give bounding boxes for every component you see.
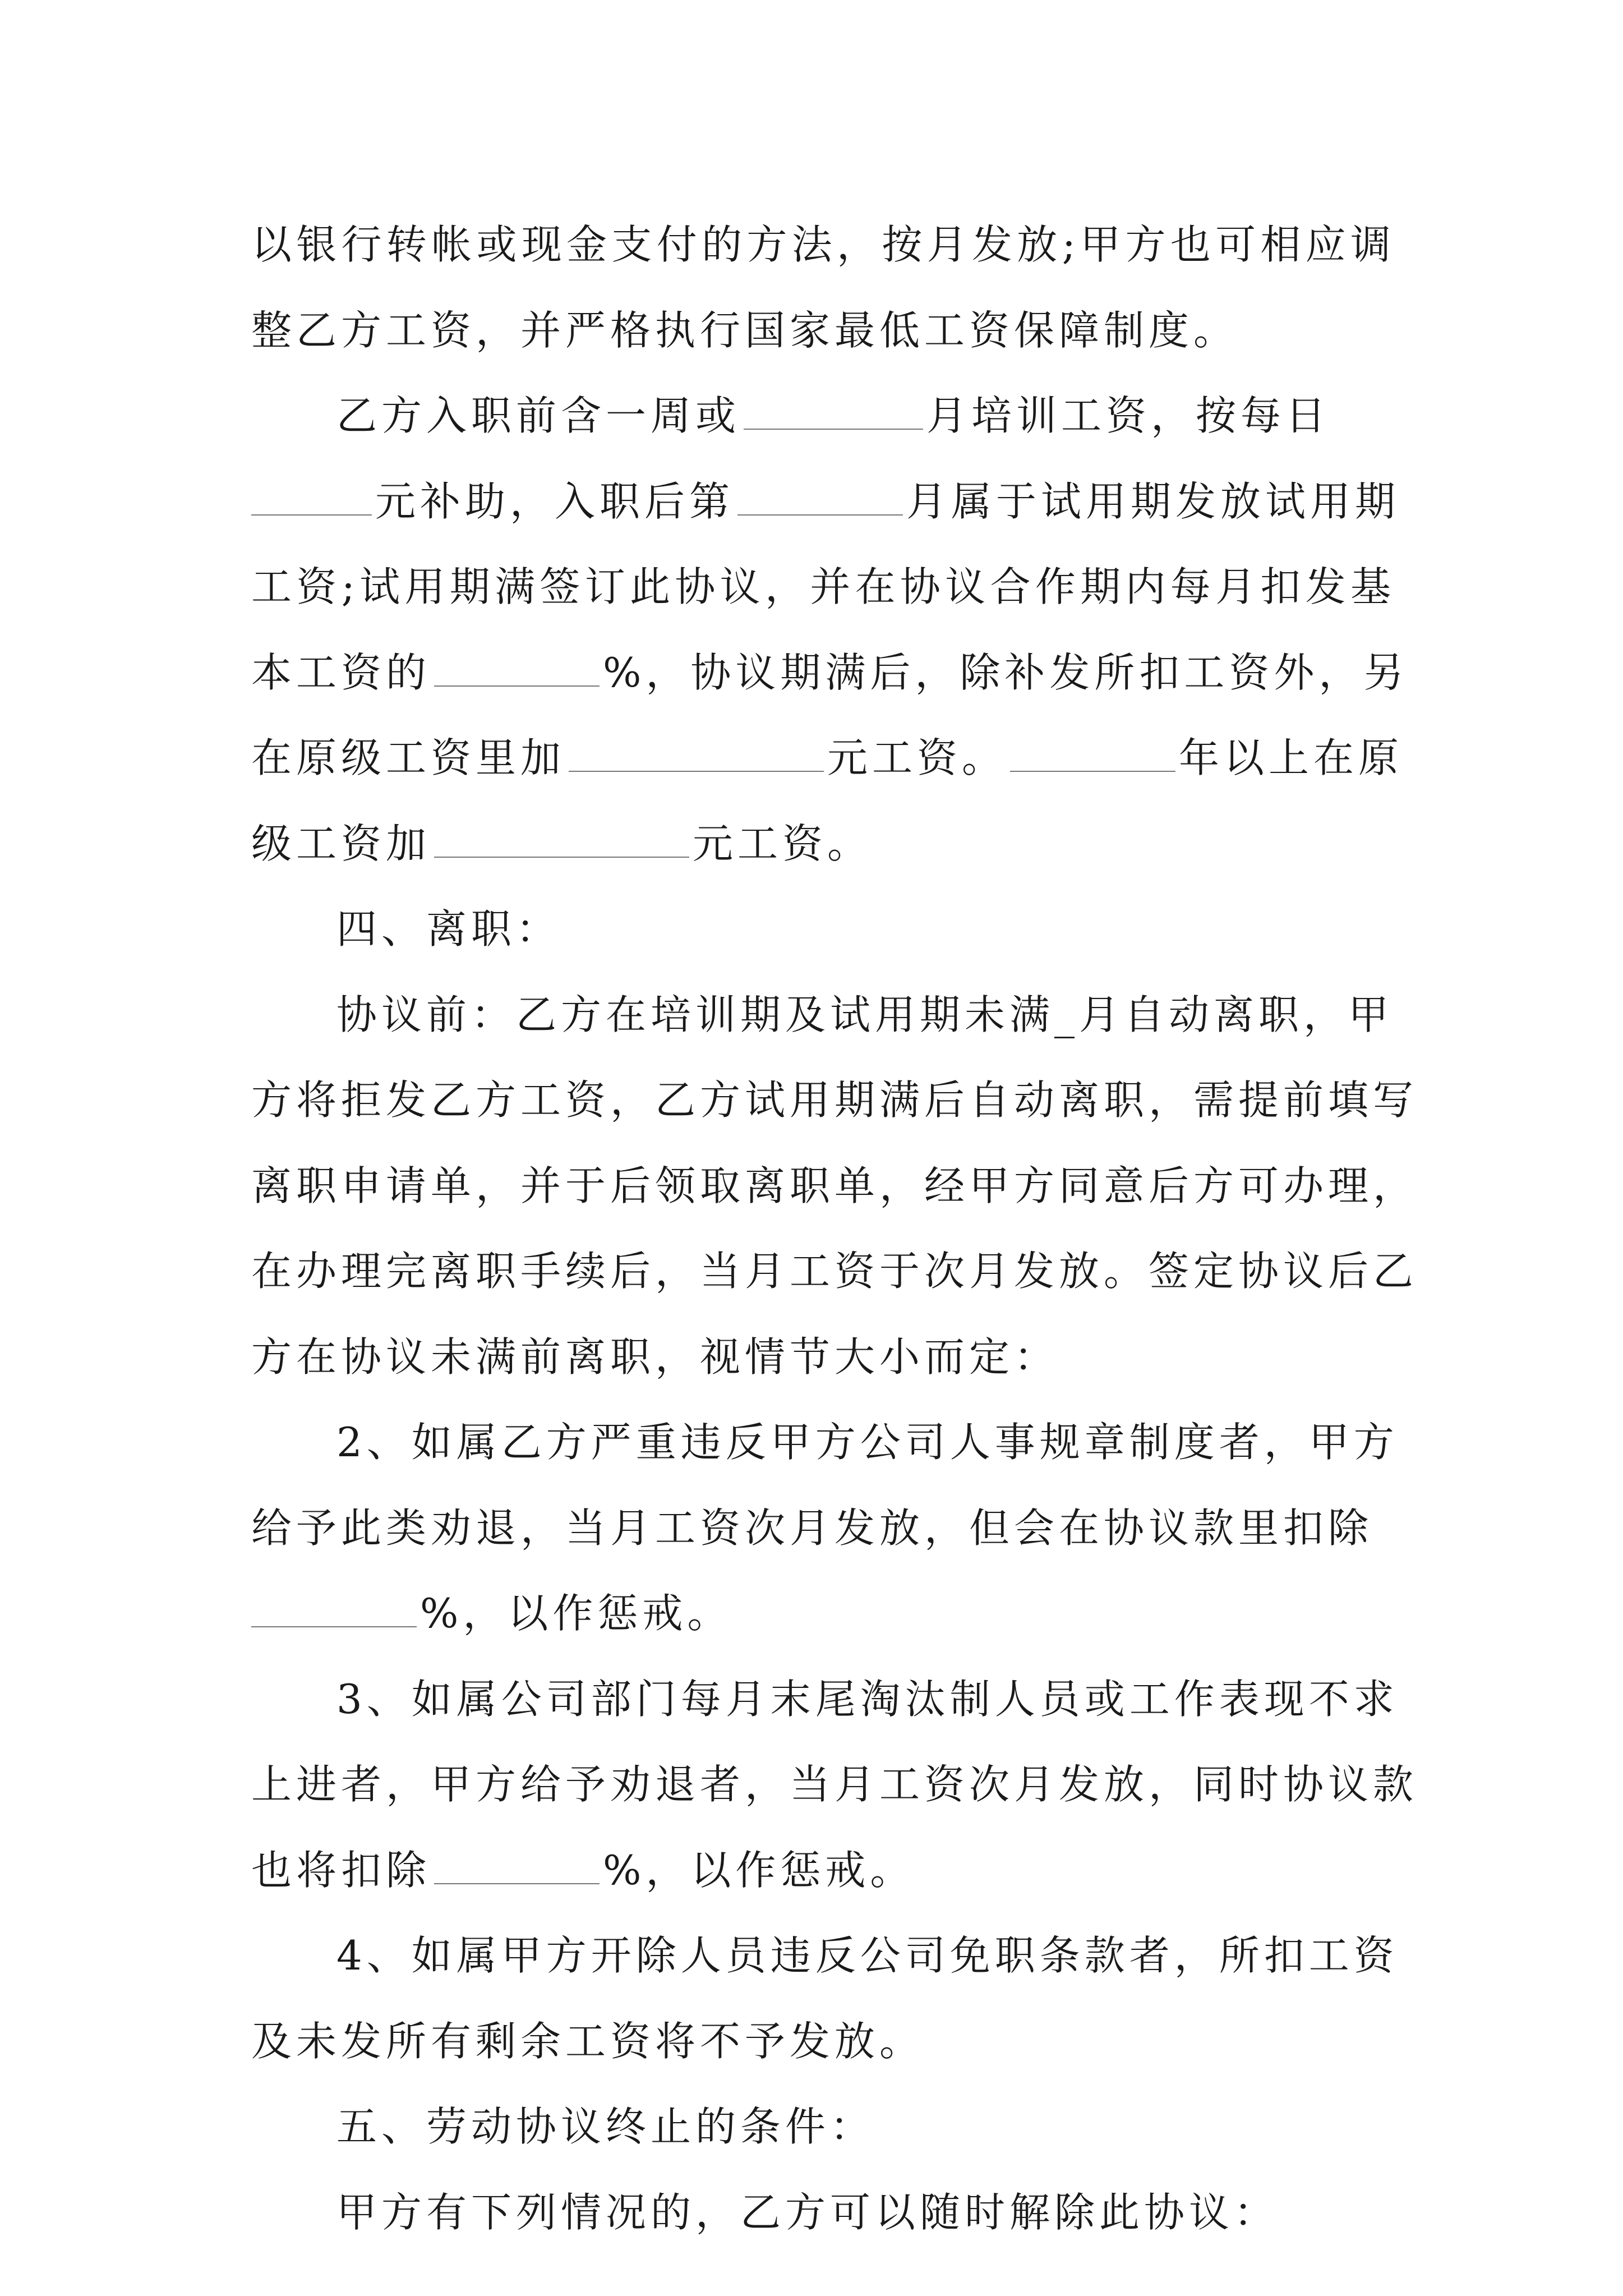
- document-body: [251, 202, 1418, 2255]
- text-span: 4、如属甲方开除人员违反公司免职条款者，所扣工资: [336, 1932, 1399, 1979]
- blank-field: [744, 404, 923, 430]
- text-line: [251, 1999, 1395, 2085]
- text-span: 级工资加: [251, 820, 431, 867]
- text-span: 四、离职：: [336, 905, 561, 953]
- text-span: 月培训工资，按每日: [926, 392, 1331, 439]
- text-span: 乙方入职前含一周或: [336, 392, 741, 439]
- blank-field: [434, 1858, 600, 1884]
- text-line: [251, 202, 1395, 288]
- section-heading: [251, 2084, 1395, 2170]
- text-span: 及未发所有剩余工资将不予发放。: [251, 2017, 925, 2065]
- text-span: 元工资。: [693, 820, 873, 867]
- text-line: [251, 1057, 1418, 1143]
- text-span: 五、劳动协议终止的条件：: [336, 2103, 875, 2150]
- text-line: [251, 972, 1395, 1058]
- text-span: 也将扣除: [251, 1846, 431, 1894]
- text-span: 工资;试用期满签订此协议，并在协议合作期内每月扣发基: [251, 563, 1395, 610]
- text-span: 元补助，入职后第: [375, 477, 735, 525]
- blank-field: [251, 490, 372, 516]
- text-span: 本工资的: [251, 648, 431, 696]
- text-line: [251, 544, 1395, 630]
- blank-field: [1010, 746, 1175, 772]
- text-line: [251, 373, 1395, 459]
- text-span: 协议前：乙方在培训期及试用期未满_月自动离职，甲: [336, 991, 1394, 1038]
- blank-field: [569, 746, 824, 772]
- text-line: [251, 2170, 1395, 2256]
- text-span: 甲方有下列情况的，乙方可以随时解除此协议：: [336, 2188, 1279, 2236]
- text-span: %，以作惩戒。: [420, 1590, 732, 1637]
- text-line: [251, 801, 1395, 887]
- text-line: [251, 1143, 1418, 1229]
- text-span: 在办理完离职手续后，当月工资于次月发放。签定协议后乙: [251, 1248, 1418, 1295]
- text-span: 在原级工资里加: [251, 734, 566, 781]
- text-span: 3、如属公司部门每月末尾淘汰制人员或工作表现不求: [336, 1675, 1399, 1723]
- text-line: [251, 1913, 1399, 1999]
- blank-field: [434, 832, 689, 858]
- text-span: 年以上在原: [1179, 734, 1404, 781]
- text-span: 给予此类劝退，当月工资次月发放，但会在协议款里扣除: [251, 1504, 1373, 1552]
- text-line: [251, 1828, 1395, 1913]
- text-line: [251, 1742, 1418, 1828]
- text-span: 月属于试用期发放试用期: [906, 477, 1400, 525]
- text-line: [251, 459, 1400, 545]
- text-span: 方在协议未满前离职，视情节大小而定：: [251, 1333, 1059, 1381]
- text-span: %，以作惩戒。: [603, 1846, 915, 1894]
- blank-field: [434, 661, 600, 687]
- text-span: 2、如属乙方严重违反甲方公司人事规章制度者，甲方: [336, 1419, 1399, 1466]
- text-span: 元工资。: [827, 734, 1007, 781]
- text-line: [251, 1228, 1418, 1314]
- text-span: 离职申请单，并于后领取离职单，经甲方同意后方可办理，: [251, 1162, 1418, 1209]
- text-line: [251, 1485, 1395, 1571]
- text-line: [251, 288, 1395, 374]
- text-span: 方将拒发乙方工资，乙方试用期满后自动离职，需提前填写: [251, 1076, 1418, 1124]
- text-line: [251, 1314, 1395, 1400]
- section-heading: [251, 886, 1395, 972]
- text-line: [251, 1657, 1399, 1742]
- blank-field: [737, 490, 903, 516]
- text-span: %，协议期满后，除补发所扣工资外，另: [603, 648, 1409, 696]
- text-span: 以银行转帐或现金支付的方法，按月发放;甲方也可相应调: [251, 221, 1395, 268]
- text-line: [251, 1400, 1399, 1485]
- text-line: [251, 630, 1409, 716]
- text-span: 整乙方工资，并严格执行国家最低工资保障制度。: [251, 306, 1239, 354]
- text-line: [251, 1571, 1395, 1657]
- text-span: 上进者，甲方给予劝退者，当月工资次月发放，同时协议款: [251, 1761, 1418, 1808]
- text-line: [251, 715, 1404, 801]
- blank-field: [251, 1602, 417, 1627]
